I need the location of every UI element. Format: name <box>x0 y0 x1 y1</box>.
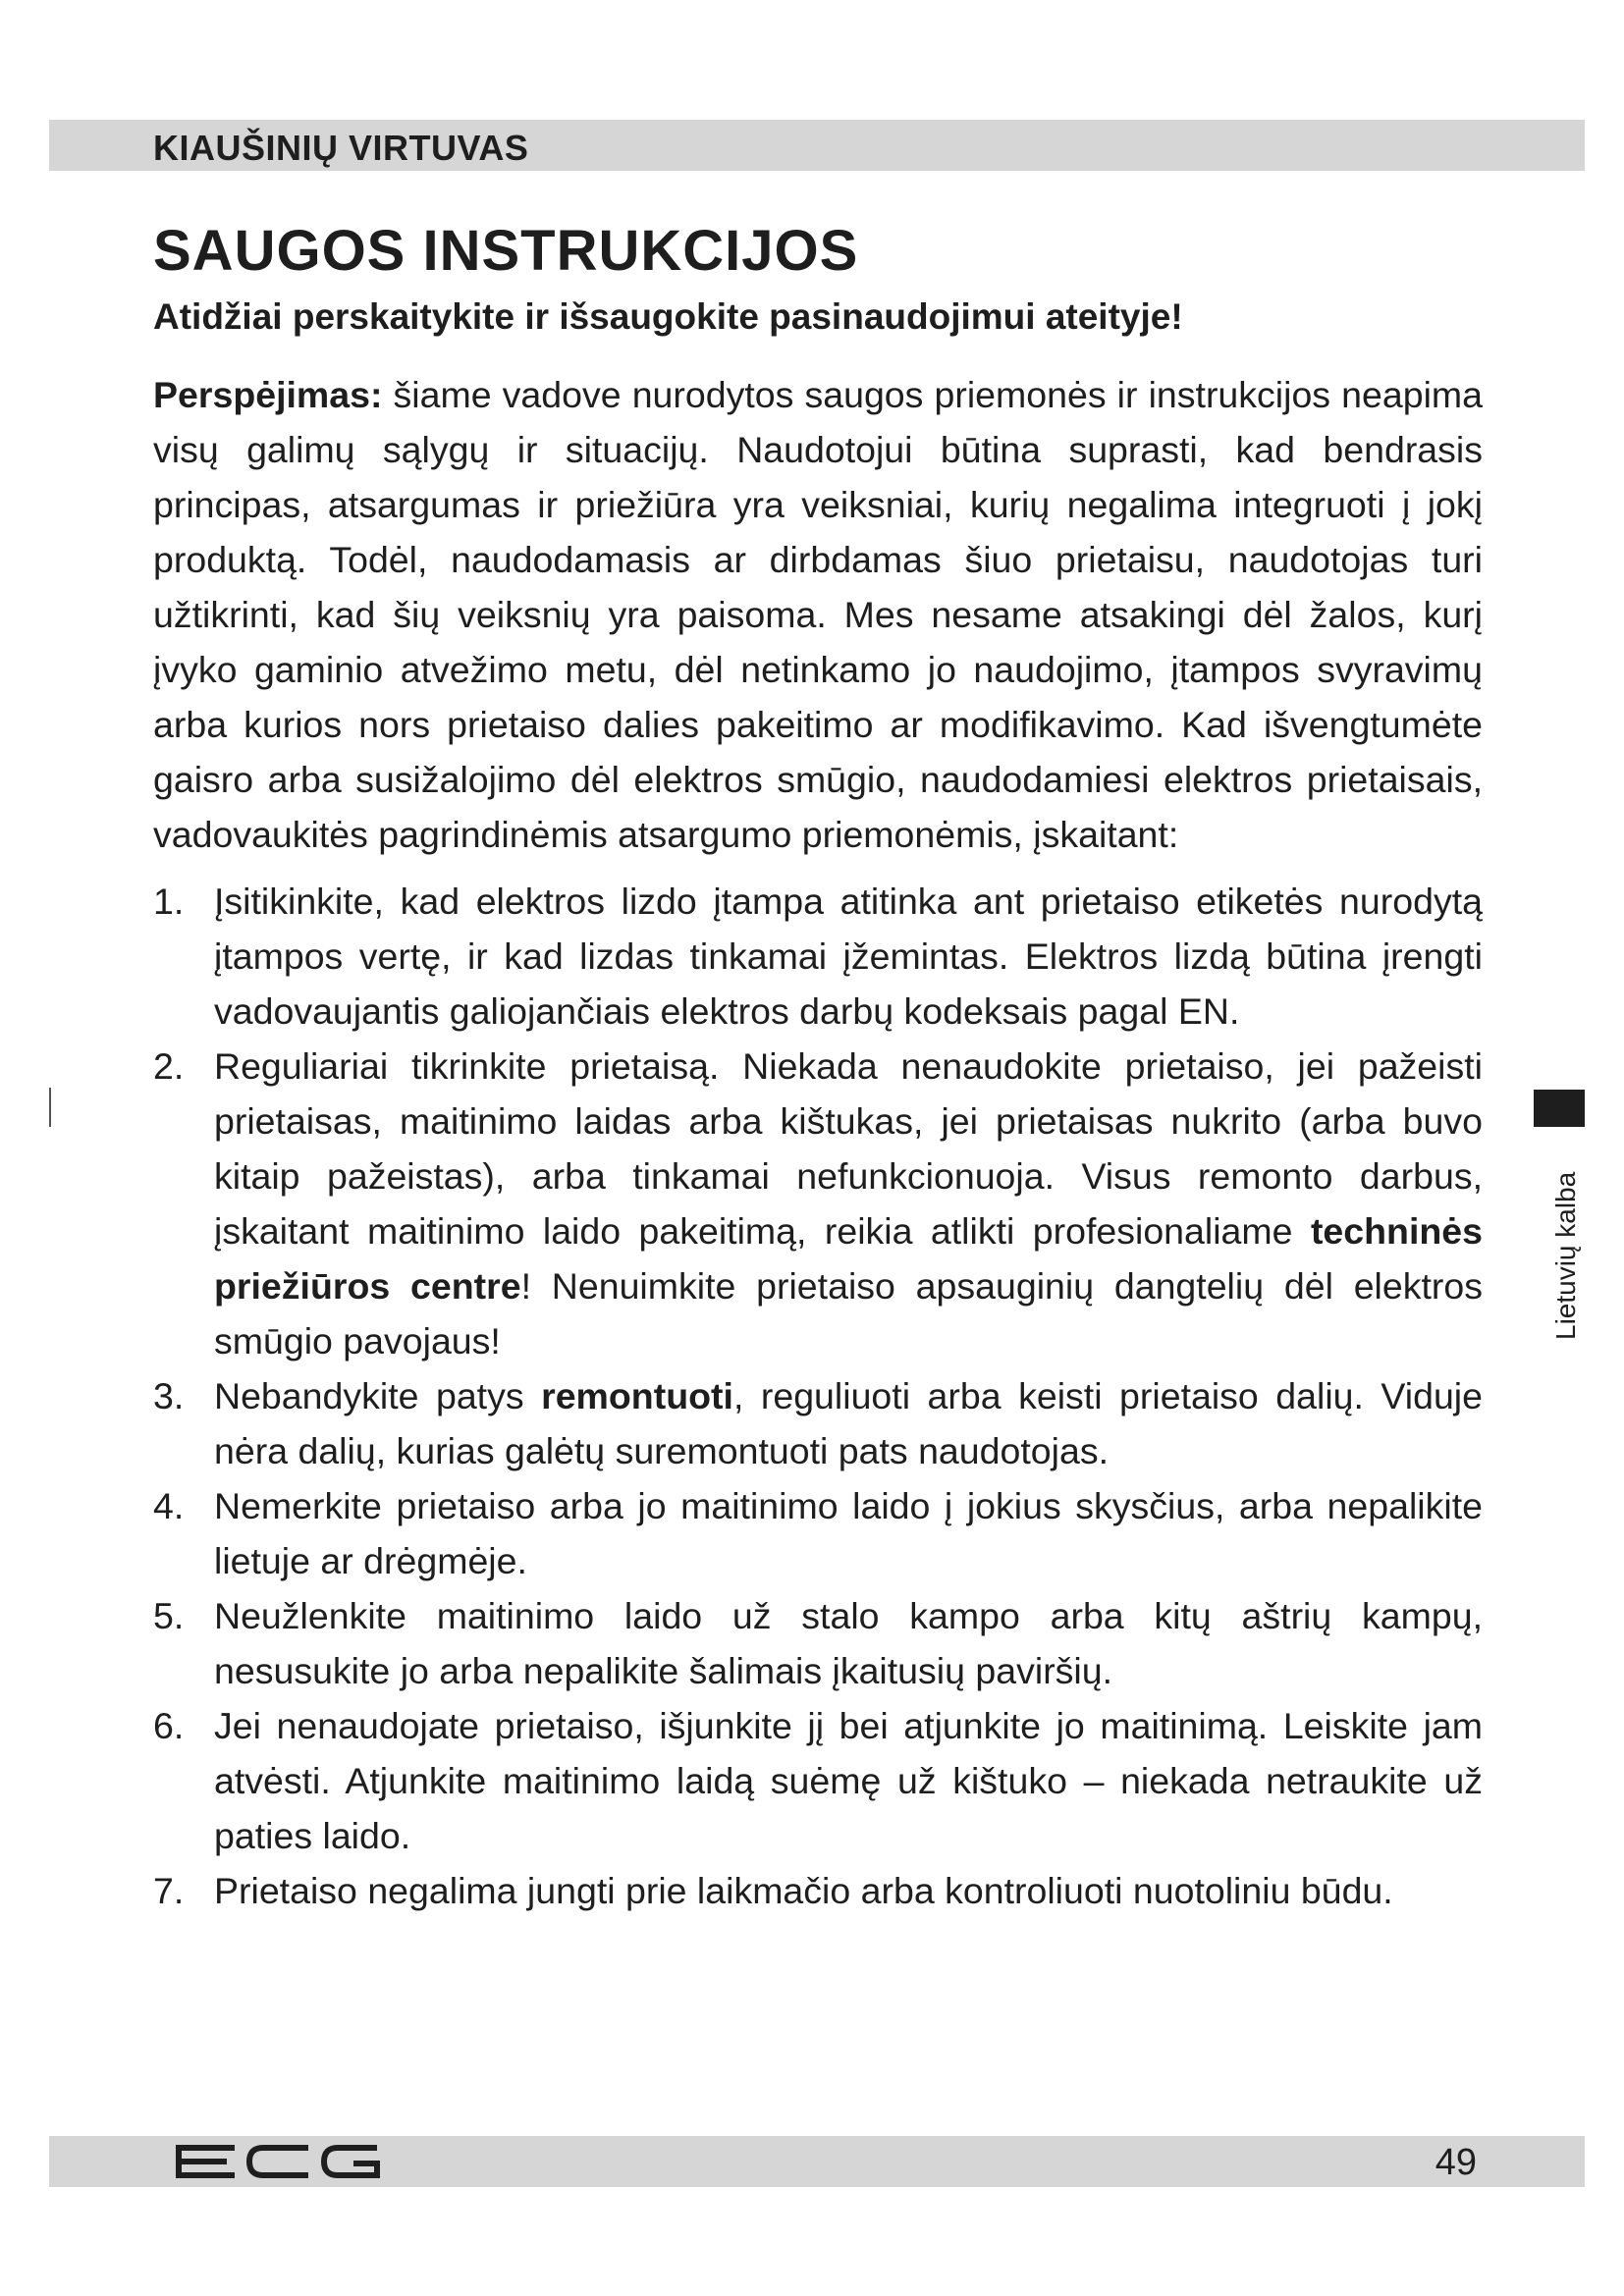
list-item <box>153 1478 1483 1588</box>
warning-label: Perspėjimas: <box>153 374 383 415</box>
list-item-text: Neužlenkite maitinimo laido už stalo kampo arba kitų aštrių kampų, nesusukite jo arba nepalikite šalimais įkaitusių paviršių. <box>214 1595 1483 1691</box>
warning-paragraph <box>153 367 1483 862</box>
list-item-text: ! Nenuimkite prietaiso apsauginių dangtelių dėl elektros smūgio pavojaus! <box>214 1265 1483 1362</box>
list-item-bold: remontuoti <box>541 1375 733 1416</box>
list-item-number: 3. <box>153 1375 185 1416</box>
section-title: KIAUŠINIŲ VIRTUVAS <box>153 128 529 168</box>
list-item-text: Nebandykite patys <box>214 1375 542 1416</box>
language-label: Lietuvių kalba <box>1550 1171 1581 1340</box>
list-item-number: 2. <box>153 1045 185 1087</box>
ecg-logo <box>175 2142 381 2181</box>
list-item-number: 5. <box>153 1595 185 1636</box>
page-number: 49 <box>1435 2142 1477 2183</box>
list-item <box>153 1039 1483 1368</box>
list-item-text: , reguliuoti arba keisti prietaiso dalių. Viduje nėra dalių, kurias galėtų suremontuoti pats naudotojas. <box>214 1375 1483 1471</box>
list-item <box>153 874 1483 1039</box>
list-item-text: Nemerkite prietaiso arba jo maitinimo laido į jokius skysčius, arba nepalikite lietuje ar drėgmėje. <box>214 1485 1483 1581</box>
page-title: SAUGOS INSTRUKCIJOS <box>153 219 859 283</box>
list-item-text: Reguliariai tikrinkite prietaisą. Niekada nenaudokite prietaiso, jei pažeisti prietaisas, maitinimo laidas arba kištukas, jei prietaisas nukrito (arba buvo kitaip pažeistas), arba tinkamai nefunkcionuoja. Visus remonto darbus, įskaitant maitinimo laido pakeitimą, reikia atlikti profesionaliame <box>214 1045 1483 1252</box>
list-item-text: Įsitikinkite, kad elektros lizdo įtampa atitinka ant prietaiso etiketės nurodytą įtampos vertę, ir kad lizdas tinkamai įžemintas. Elektros lizdą būtina įrengti vadovaujantis galiojančiais elektros darbų kodeksais pagal EN. <box>214 881 1483 1032</box>
list-item-bold: techninės priežiūros centre <box>214 1210 1483 1307</box>
list-item <box>153 1368 1483 1478</box>
margin-mark <box>49 1088 51 1127</box>
warning-text: šiame vadove nurodytos saugos priemonės ir instrukcijos neapima visų galimų sąlygų ir situacijų. Naudotojui būtina suprasti, kad bendrasis principas, atsargumas ir priežiūra yra veiksniai, kurių negalima integruoti į jokį produktą. Todėl, naudodamasis ar dirbdamas šiuo prietaisu, naudotojas turi užtikrinti, kad šių veiksnių yra paisoma. Mes nesame atsakingi dėl žalos, kurį įvyko gaminio atvežimo metu, dėl netinkamo jo naudojimo, įtampos svyravimų arba kurios nors prietaiso dalies pakeitimo ar modifikavimo. Kad išvengtumėte gaisro arba susižalojimo dėl elektros smūgio, naudodamiesi elektros prietaisais, vadovaukitės pagrindinėmis atsargumo priemonėmis, įskaitant: <box>153 374 1483 855</box>
list-item-number: 4. <box>153 1485 185 1526</box>
list-item-number: 1. <box>153 881 185 922</box>
list-item-number: 7. <box>153 1870 185 1911</box>
safety-list <box>153 874 1483 1918</box>
list-item <box>153 1698 1483 1863</box>
header-bar <box>49 120 1585 171</box>
footer-bar <box>49 2136 1585 2187</box>
list-item-number: 6. <box>153 1705 185 1746</box>
language-tab-marker <box>1534 1090 1585 1127</box>
list-item <box>153 1863 1483 1918</box>
list-item <box>153 1588 1483 1698</box>
list-item-text: Jei nenaudojate prietaiso, išjunkite jį bei atjunkite jo maitinimą. Leiskite jam atvėsti. Atjunkite maitinimo laidą suėmę už kištuko – niekada netraukite už paties laido. <box>214 1705 1483 1856</box>
content-body <box>153 367 1483 1918</box>
list-item-text: Prietaiso negalima jungti prie laikmačio arba kontroliuoti nuotoliniu būdu. <box>214 1870 1393 1911</box>
page-subtitle: Atidžiai perskaitykite ir išsaugokite pasinaudojimui ateityje! <box>153 296 1183 337</box>
